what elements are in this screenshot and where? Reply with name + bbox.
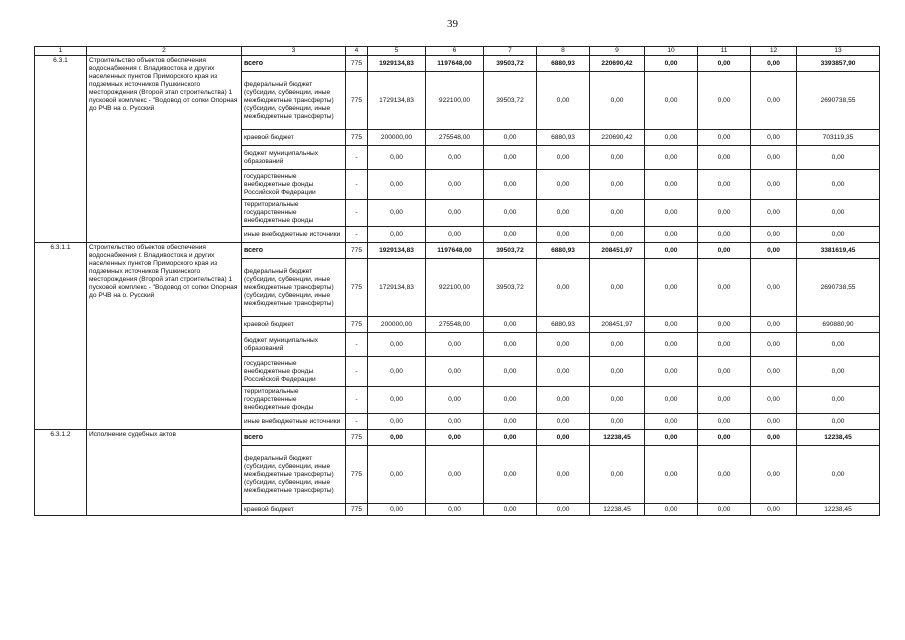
item-code: 6.3.1	[35, 56, 87, 243]
funding-source: государственные внебюджетные фонды Российской Федерации	[242, 170, 346, 200]
year-value: 0,00	[537, 430, 590, 446]
year-value: 0,00	[537, 146, 590, 170]
year-value: 39503,72	[484, 72, 537, 130]
funding-source: краевой бюджет	[242, 317, 346, 333]
year-value: 0,00	[645, 56, 698, 72]
total-value: 0,00	[797, 446, 880, 504]
year-value: 0,00	[751, 430, 797, 446]
year-value: 0,00	[484, 333, 537, 357]
year-value: 6880,93	[537, 130, 590, 146]
year-value: 0,00	[426, 357, 484, 387]
year-value: 0,00	[537, 446, 590, 504]
year-value: 0,00	[590, 333, 645, 357]
total-value: 0,00	[797, 146, 880, 170]
year-value: 0,00	[698, 357, 751, 387]
funding-source: федеральный бюджет (субсидии, субвенции, иные межбюджетные трансферты) (субсидии, субвенции, иные межбюджетные трансферты)	[242, 259, 346, 317]
year-value: 0,00	[698, 170, 751, 200]
year-value: 275548,00	[426, 317, 484, 333]
year-value: 0,00	[590, 200, 645, 227]
year-value: 0,00	[426, 200, 484, 227]
funding-source: краевой бюджет	[242, 130, 346, 146]
year-value: 0,00	[426, 387, 484, 414]
total-value: 0,00	[797, 357, 880, 387]
grbs-code: 775	[346, 56, 368, 72]
grbs-code: 775	[346, 130, 368, 146]
column-number: 3	[242, 47, 346, 56]
total-value: 0,00	[797, 227, 880, 243]
year-value: 0,00	[751, 414, 797, 430]
column-number: 7	[484, 47, 537, 56]
page-number: 39	[447, 18, 458, 30]
grbs-code: -	[346, 146, 368, 170]
year-value: 0,00	[368, 146, 426, 170]
funding-source: государственные внебюджетные фонды Российской Федерации	[242, 357, 346, 387]
year-value: 0,00	[590, 227, 645, 243]
total-value: 0,00	[797, 414, 880, 430]
year-value: 0,00	[484, 130, 537, 146]
table-row	[35, 430, 880, 446]
grbs-code: 775	[346, 259, 368, 317]
year-value: 0,00	[484, 504, 537, 516]
year-value: 0,00	[698, 387, 751, 414]
funding-source: всего	[242, 430, 346, 446]
year-value: 0,00	[426, 333, 484, 357]
table-row	[35, 243, 880, 259]
funding-source: всего	[242, 56, 346, 72]
year-value: 0,00	[537, 357, 590, 387]
year-value: 0,00	[645, 259, 698, 317]
year-value: 0,00	[698, 227, 751, 243]
year-value: 39503,72	[484, 56, 537, 72]
year-value: 0,00	[537, 259, 590, 317]
year-value: 0,00	[484, 430, 537, 446]
total-value: 703119,35	[797, 130, 880, 146]
year-value: 208451,97	[590, 243, 645, 259]
year-value: 0,00	[537, 387, 590, 414]
year-value: 0,00	[751, 170, 797, 200]
year-value: 0,00	[368, 357, 426, 387]
year-value: 6880,93	[537, 243, 590, 259]
column-number: 8	[537, 47, 590, 56]
year-value: 0,00	[426, 227, 484, 243]
column-number: 2	[87, 47, 242, 56]
year-value: 0,00	[645, 333, 698, 357]
year-value: 0,00	[698, 446, 751, 504]
year-value: 0,00	[645, 504, 698, 516]
year-value: 0,00	[537, 170, 590, 200]
grbs-code: 775	[346, 317, 368, 333]
year-value: 12238,45	[590, 504, 645, 516]
year-value: 0,00	[368, 200, 426, 227]
year-value: 275548,00	[426, 130, 484, 146]
funding-source: краевой бюджет	[242, 504, 346, 516]
year-value: 0,00	[751, 146, 797, 170]
grbs-code: 775	[346, 446, 368, 504]
year-value: 12238,45	[590, 430, 645, 446]
year-value: 0,00	[698, 72, 751, 130]
year-value: 0,00	[698, 200, 751, 227]
year-value: 0,00	[368, 446, 426, 504]
year-value: 0,00	[645, 72, 698, 130]
year-value: 0,00	[484, 317, 537, 333]
year-value: 0,00	[698, 414, 751, 430]
year-value: 6880,93	[537, 56, 590, 72]
year-value: 220690,42	[590, 130, 645, 146]
year-value: 0,00	[426, 446, 484, 504]
grbs-code: 775	[346, 504, 368, 516]
item-name: Исполнение судебных актов	[87, 430, 242, 516]
year-value: 0,00	[590, 387, 645, 414]
year-value: 0,00	[751, 200, 797, 227]
year-value: 0,00	[645, 317, 698, 333]
year-value: 0,00	[698, 317, 751, 333]
year-value: 0,00	[368, 227, 426, 243]
year-value: 0,00	[590, 72, 645, 130]
grbs-code: 775	[346, 72, 368, 130]
total-value: 12238,45	[797, 504, 880, 516]
year-value: 0,00	[698, 130, 751, 146]
year-value: 1729134,83	[368, 72, 426, 130]
total-value: 0,00	[797, 333, 880, 357]
year-value: 0,00	[751, 72, 797, 130]
year-value: 0,00	[698, 56, 751, 72]
item-code: 6.3.1.2	[35, 430, 87, 516]
year-value: 922100,00	[426, 72, 484, 130]
column-number: 4	[346, 47, 368, 56]
table-row	[35, 56, 880, 72]
year-value: 0,00	[698, 243, 751, 259]
funding-source: федеральный бюджет (субсидии, субвенции, иные межбюджетные трансферты) (субсидии, субвенции, иные межбюджетные трансферты)	[242, 72, 346, 130]
year-value: 0,00	[645, 170, 698, 200]
grbs-code: -	[346, 170, 368, 200]
total-value: 2690738,55	[797, 259, 880, 317]
year-value: 922100,00	[426, 259, 484, 317]
column-number: 10	[645, 47, 698, 56]
year-value: 0,00	[590, 446, 645, 504]
year-value: 200000,00	[368, 317, 426, 333]
year-value: 1197648,00	[426, 243, 484, 259]
year-value: 0,00	[751, 504, 797, 516]
funding-source: бюджет муниципальных образований	[242, 333, 346, 357]
year-value: 0,00	[751, 227, 797, 243]
year-value: 0,00	[645, 200, 698, 227]
year-value: 0,00	[484, 200, 537, 227]
year-value: 0,00	[698, 259, 751, 317]
grbs-code: -	[346, 227, 368, 243]
year-value: 0,00	[645, 146, 698, 170]
year-value: 0,00	[645, 430, 698, 446]
total-value: 0,00	[797, 387, 880, 414]
year-value: 0,00	[484, 387, 537, 414]
column-number: 12	[751, 47, 797, 56]
year-value: 0,00	[426, 146, 484, 170]
grbs-code: -	[346, 200, 368, 227]
year-value: 0,00	[484, 227, 537, 243]
grbs-code: 775	[346, 243, 368, 259]
grbs-code: -	[346, 414, 368, 430]
year-value: 0,00	[484, 414, 537, 430]
year-value: 0,00	[537, 72, 590, 130]
year-value: 6880,93	[537, 317, 590, 333]
column-number: 5	[368, 47, 426, 56]
year-value: 0,00	[590, 170, 645, 200]
year-value: 0,00	[751, 259, 797, 317]
column-number-row	[35, 47, 880, 56]
year-value: 39503,72	[484, 243, 537, 259]
year-value: 0,00	[426, 430, 484, 446]
year-value: 0,00	[645, 130, 698, 146]
year-value: 0,00	[698, 333, 751, 357]
year-value: 0,00	[426, 170, 484, 200]
year-value: 0,00	[537, 227, 590, 243]
year-value: 0,00	[537, 414, 590, 430]
funding-source: федеральный бюджет (субсидии, субвенции, иные межбюджетные трансферты) (субсидии, субвенции, иные межбюджетные трансферты)	[242, 446, 346, 504]
year-value: 0,00	[368, 333, 426, 357]
year-value: 1929134,83	[368, 56, 426, 72]
year-value: 0,00	[368, 387, 426, 414]
year-value: 0,00	[368, 170, 426, 200]
year-value: 0,00	[484, 170, 537, 200]
item-code: 6.3.1.1	[35, 243, 87, 430]
year-value: 0,00	[698, 430, 751, 446]
year-value: 0,00	[590, 414, 645, 430]
year-value: 0,00	[751, 357, 797, 387]
year-value: 220690,42	[590, 56, 645, 72]
year-value: 0,00	[537, 333, 590, 357]
grbs-code: -	[346, 357, 368, 387]
year-value: 200000,00	[368, 130, 426, 146]
year-value: 0,00	[645, 227, 698, 243]
grbs-code: -	[346, 333, 368, 357]
year-value: 0,00	[751, 317, 797, 333]
year-value: 0,00	[751, 446, 797, 504]
year-value: 0,00	[751, 387, 797, 414]
budget-table	[34, 46, 880, 516]
year-value: 39503,72	[484, 259, 537, 317]
total-value: 690880,90	[797, 317, 880, 333]
total-value: 2690738,55	[797, 72, 880, 130]
funding-source: территориальные государственные внебюджетные фонды	[242, 387, 346, 414]
year-value: 0,00	[590, 259, 645, 317]
year-value: 0,00	[645, 414, 698, 430]
column-number: 13	[797, 47, 880, 56]
year-value: 0,00	[698, 504, 751, 516]
column-number: 1	[35, 47, 87, 56]
year-value: 0,00	[645, 357, 698, 387]
grbs-code: -	[346, 387, 368, 414]
year-value: 208451,97	[590, 317, 645, 333]
year-value: 0,00	[751, 333, 797, 357]
item-name: Строительство объектов обеспечения водоснабжения г. Владивостока и других населенных пунктов Приморского края из подземных источников Пушкинского месторождения (Второй этап строительства) 1 пусковой комплекс - "Водовод от сопки Опорная до РЧВ на о. Русский	[87, 56, 242, 243]
year-value: 0,00	[537, 504, 590, 516]
funding-source: территориальные государственные внебюджетные фонды	[242, 200, 346, 227]
year-value: 0,00	[590, 357, 645, 387]
grbs-code: 775	[346, 430, 368, 446]
table-body	[35, 56, 880, 516]
total-value: 3381619,45	[797, 243, 880, 259]
year-value: 0,00	[484, 357, 537, 387]
total-value: 0,00	[797, 170, 880, 200]
column-number: 9	[590, 47, 645, 56]
year-value: 0,00	[368, 504, 426, 516]
year-value: 0,00	[426, 504, 484, 516]
column-number: 6	[426, 47, 484, 56]
total-value: 3393857,90	[797, 56, 880, 72]
year-value: 0,00	[751, 56, 797, 72]
year-value: 0,00	[751, 243, 797, 259]
year-value: 0,00	[368, 430, 426, 446]
year-value: 0,00	[751, 130, 797, 146]
total-value: 12238,45	[797, 430, 880, 446]
year-value: 1729134,83	[368, 259, 426, 317]
year-value: 1929134,83	[368, 243, 426, 259]
funding-source: иные внебюджетные источники	[242, 227, 346, 243]
year-value: 0,00	[590, 146, 645, 170]
year-value: 0,00	[484, 146, 537, 170]
year-value: 0,00	[484, 446, 537, 504]
year-value: 0,00	[645, 446, 698, 504]
column-number: 11	[698, 47, 751, 56]
year-value: 0,00	[426, 414, 484, 430]
year-value: 0,00	[645, 243, 698, 259]
funding-source: бюджет муниципальных образований	[242, 146, 346, 170]
year-value: 0,00	[537, 200, 590, 227]
year-value: 0,00	[698, 146, 751, 170]
funding-source: всего	[242, 243, 346, 259]
item-name: Строительство объектов обеспечения водоснабжения г. Владивостока и других населенных пунктов Приморского края из подземных источников Пушкинского месторождения (Второй этап строительства) 1 пусковой комплекс - "Водовод от сопки Опорная до РЧВ на о. Русский	[87, 243, 242, 430]
total-value: 0,00	[797, 200, 880, 227]
year-value: 0,00	[645, 387, 698, 414]
funding-source: иные внебюджетные источники	[242, 414, 346, 430]
year-value: 0,00	[368, 414, 426, 430]
year-value: 1197648,00	[426, 56, 484, 72]
